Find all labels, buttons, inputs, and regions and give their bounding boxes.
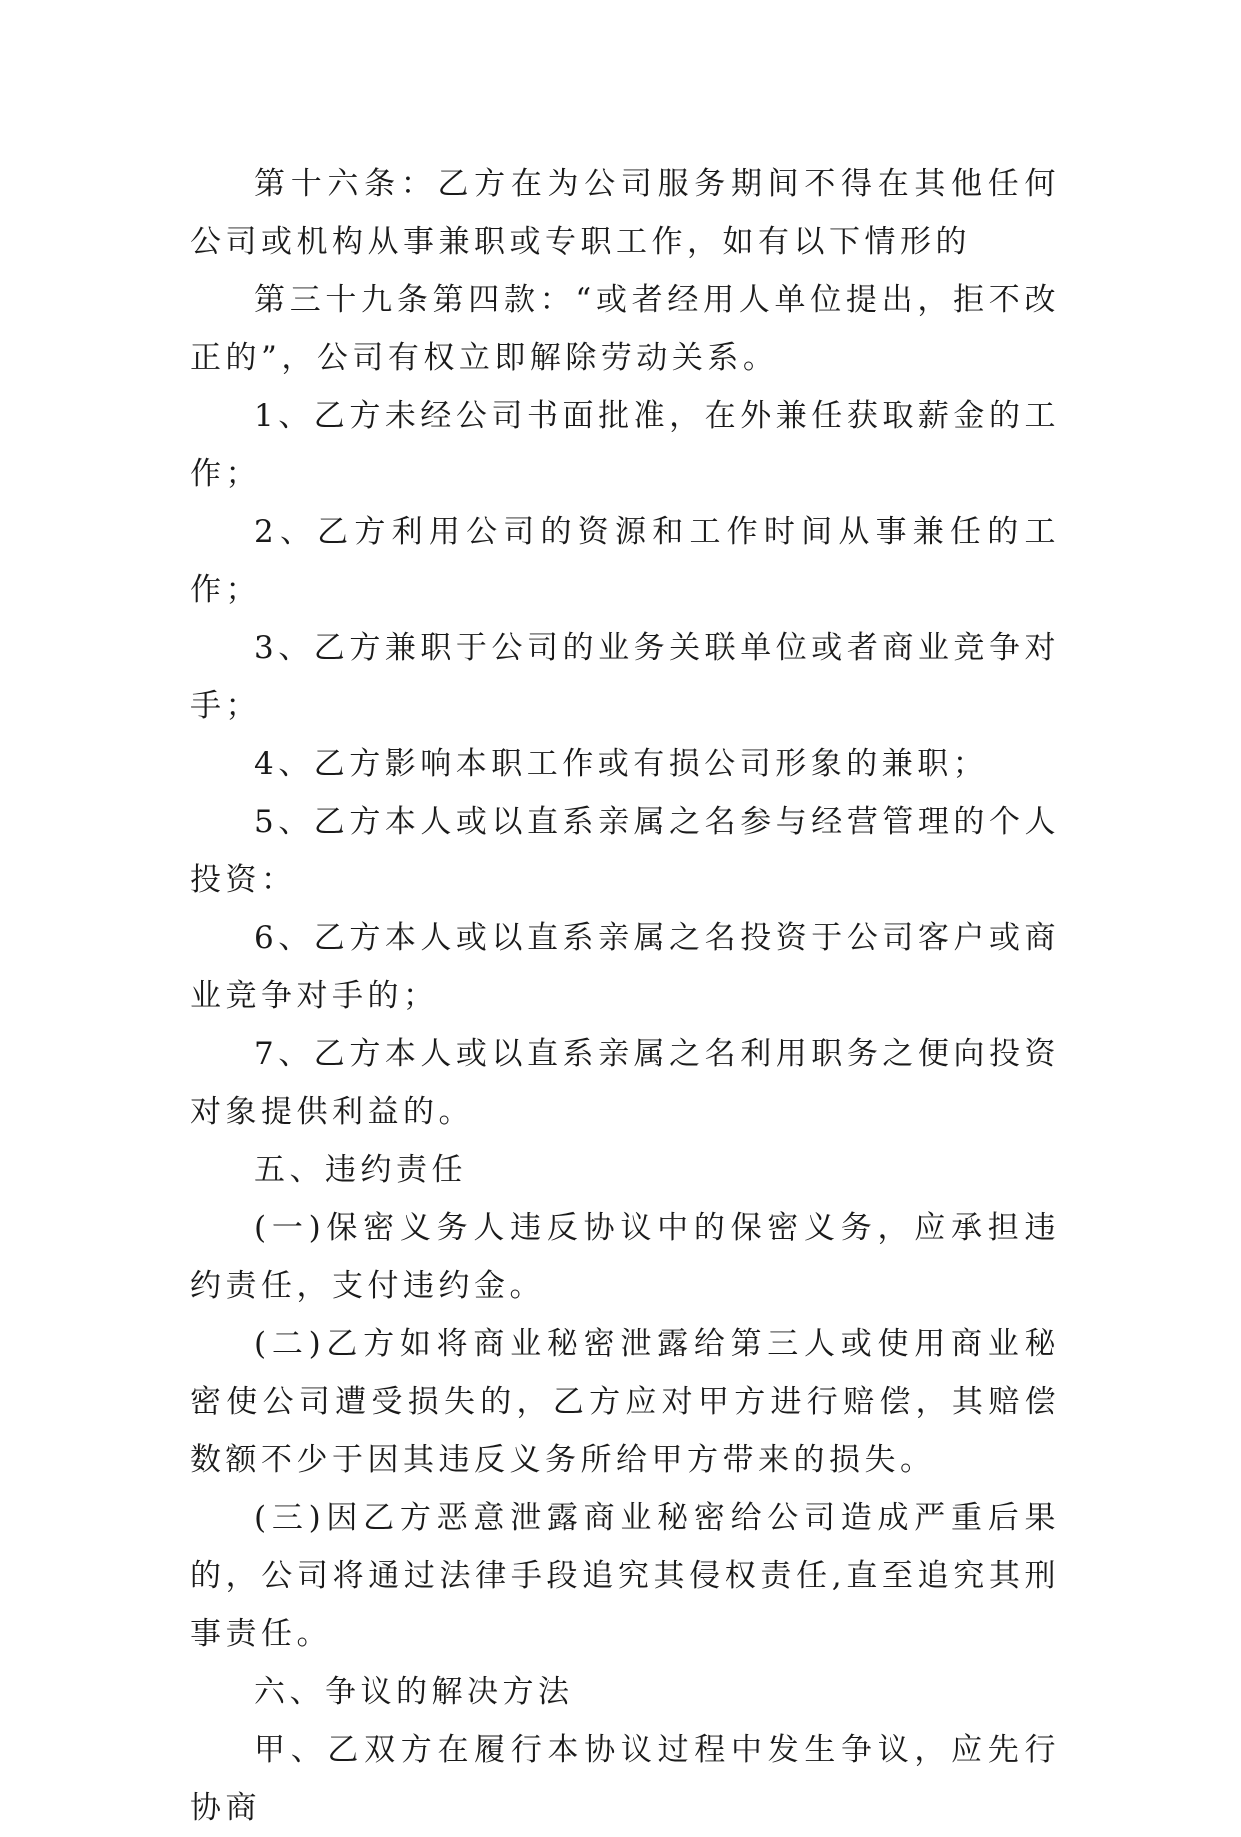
section-heading-breach: 五、违约责任 xyxy=(254,1152,467,1188)
clause-breach-2: (二)乙方如将商业秘密泄露给第三人或使用商业秘密使公司遭受损失的，乙方应对甲方进行赔偿，其赔偿数额不少于因其违反义务所给甲方带来的损失。 xyxy=(190,1326,1060,1478)
paragraph-dispute: 甲、乙双方在履行本协议过程中发生争议，应先行协商 xyxy=(190,1732,1060,1826)
paragraph-article-39: 第三十九条第四款：“或者经用人单位提出，拒不改正的”，公司有权立即解除劳动关系。 xyxy=(190,282,1060,376)
list-item-7: 7、乙方本人或以直系亲属之名利用职务之便向投资对象提供利益的。 xyxy=(190,1036,1060,1130)
paragraph-article-16: 第十六条：乙方在为公司服务期间不得在其他任何公司或机构从事兼职或专职工作，如有以下情形的 xyxy=(190,166,1060,260)
list-item-3: 3、乙方兼职于公司的业务关联单位或者商业竞争对手； xyxy=(190,630,1060,724)
list-item-5: 5、乙方本人或以直系亲属之名参与经营管理的个人投资： xyxy=(190,804,1060,898)
document-body xyxy=(190,155,1060,1837)
list-item-6: 6、乙方本人或以直系亲属之名投资于公司客户或商业竞争对手的； xyxy=(190,920,1060,1014)
list-item-1: 1、乙方未经公司书面批准，在外兼任获取薪金的工作； xyxy=(190,398,1060,492)
clause-breach-1: (一)保密义务人违反协议中的保密义务，应承担违约责任，支付违约金。 xyxy=(190,1210,1060,1304)
list-item-4: 4、乙方影响本职工作或有损公司形象的兼职； xyxy=(254,746,989,782)
list-item-2: 2、乙方利用公司的资源和工作时间从事兼任的工作； xyxy=(190,514,1060,608)
clause-breach-3: (三)因乙方恶意泄露商业秘密给公司造成严重后果的，公司将通过法律手段追究其侵权责任,直至追究其刑事责任。 xyxy=(190,1500,1060,1652)
section-heading-dispute: 六、争议的解决方法 xyxy=(254,1674,574,1710)
